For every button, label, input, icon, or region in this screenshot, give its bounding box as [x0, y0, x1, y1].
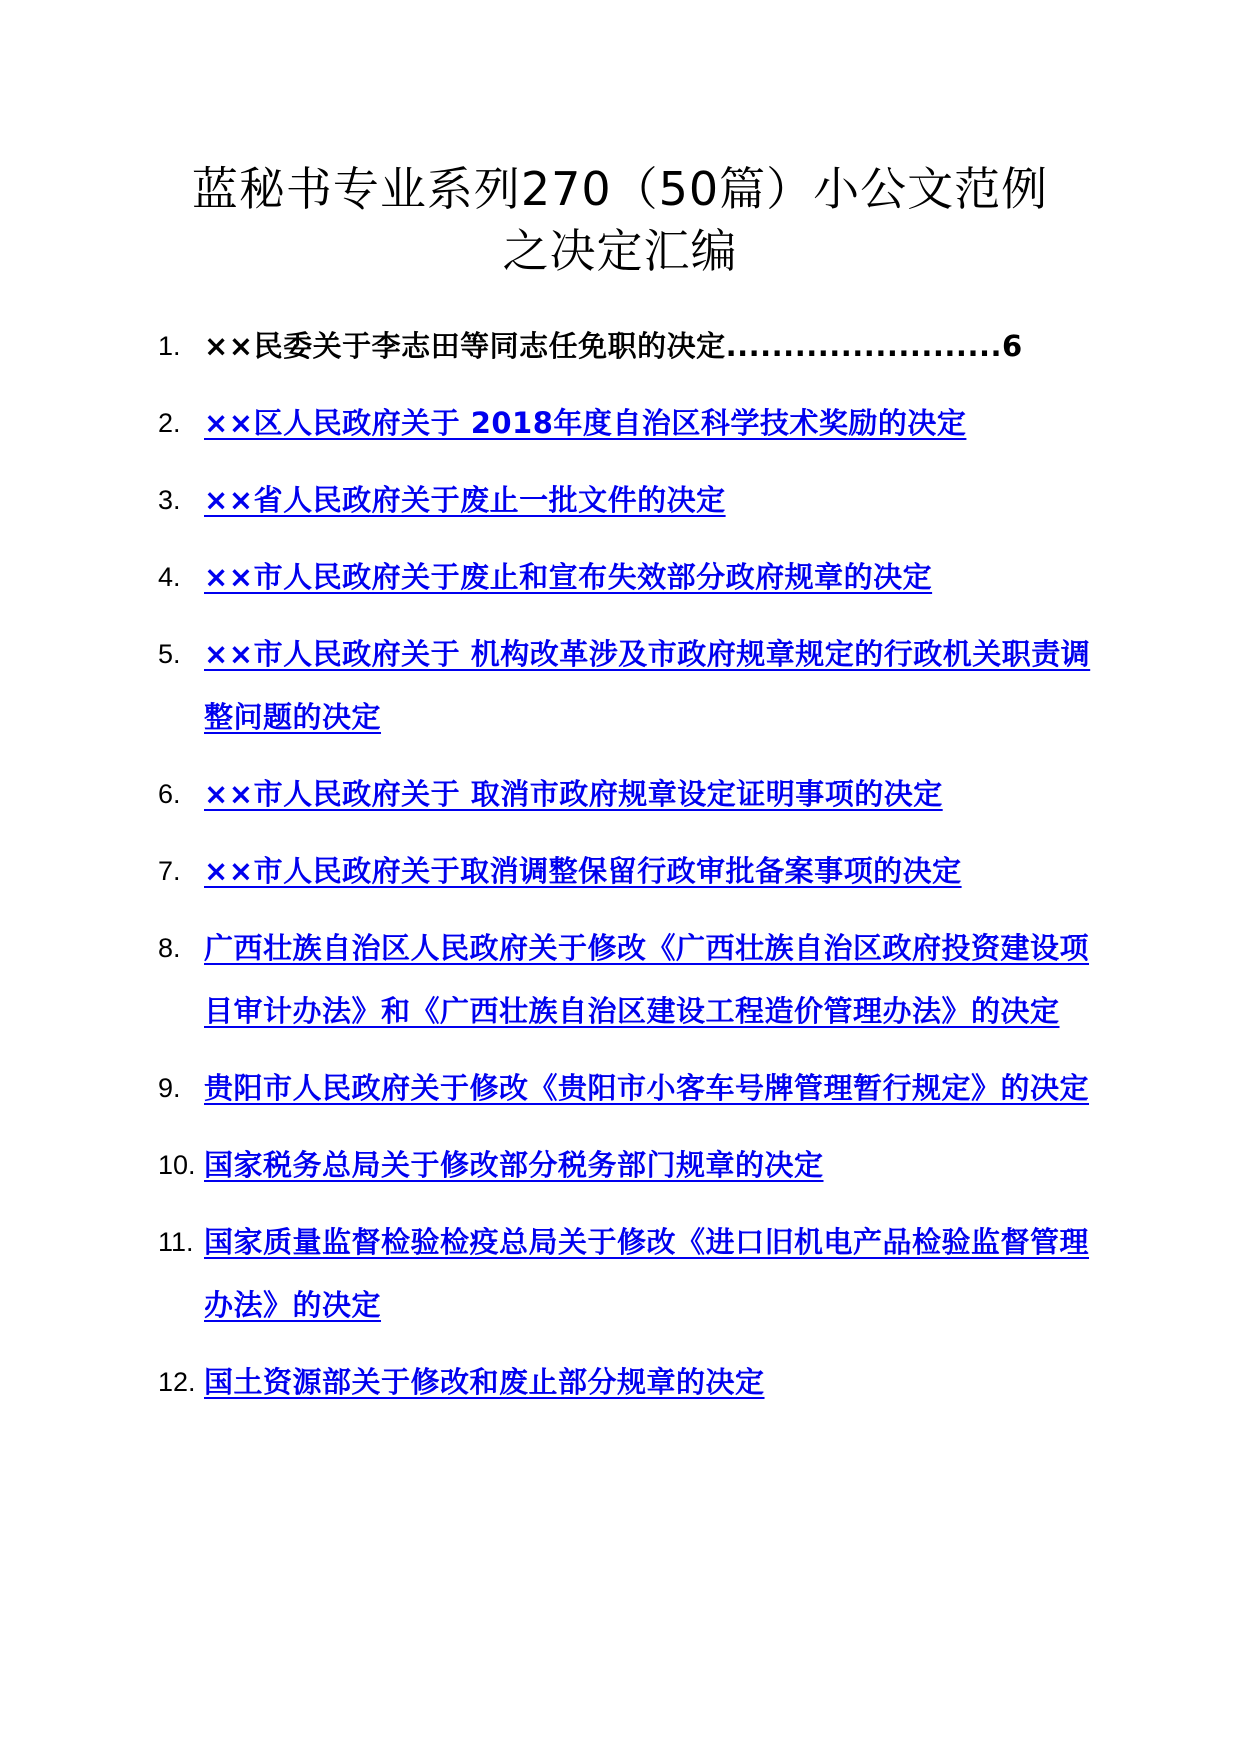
toc-number: 10. — [158, 1150, 196, 1180]
toc-entry-link[interactable]: 国土资源部关于修改和废止部分规章的决定 — [204, 1365, 765, 1399]
toc-number: 2. — [158, 408, 181, 438]
toc-entry-link[interactable]: ××市人民政府关于 机构改革涉及市政府规章规定的行政机关职责调整问题的决定 — [204, 637, 1091, 734]
table-of-contents — [158, 315, 1098, 1428]
toc-entry-link[interactable]: 国家税务总局关于修改部分税务部门规章的决定 — [204, 1148, 824, 1182]
toc-item-4 — [158, 546, 1098, 609]
toc-entry-link[interactable]: 广西壮族自治区人民政府关于修改《广西壮族自治区政府投资建设项目审计办法》和《广西壮族自治区建设工程造价管理办法》的决定 — [204, 931, 1090, 1028]
toc-entry-link[interactable]: ××市人民政府关于 取消市政府规章设定证明事项的决定 — [204, 777, 943, 811]
toc-entry-link[interactable]: ××省人民政府关于废止一批文件的决定 — [204, 483, 726, 517]
toc-number: 7. — [158, 856, 181, 886]
toc-number: 4. — [158, 562, 181, 592]
toc-entry-link[interactable]: ××区人民政府关于 2018年度自治区科学技术奖励的决定 — [204, 406, 967, 440]
toc-number: 5. — [158, 639, 181, 669]
toc-item-1 — [158, 315, 1098, 378]
toc-number: 1. — [158, 331, 181, 361]
toc-entry-link[interactable]: 贵阳市人民政府关于修改《贵阳市小客车号牌管理暂行规定》的决定 — [204, 1071, 1090, 1105]
toc-item-9 — [158, 1057, 1098, 1120]
title-line-1: 蓝秘书专业系列270（50篇）小公文范例 — [191, 162, 1049, 216]
toc-number: 3. — [158, 485, 181, 515]
toc-entry-text: ××民委关于李志田等同志任免职的决定........................6 — [204, 329, 1023, 363]
toc-number: 8. — [158, 933, 181, 963]
toc-number: 12. — [158, 1367, 196, 1397]
toc-item-3 — [158, 469, 1098, 532]
toc-number: 9. — [158, 1073, 181, 1103]
toc-item-8 — [158, 917, 1098, 1043]
toc-item-12 — [158, 1351, 1098, 1414]
toc-item-6 — [158, 763, 1098, 826]
toc-entry-link[interactable]: 国家质量监督检验检疫总局关于修改《进口旧机电产品检验监督管理办法》的决定 — [204, 1225, 1090, 1322]
title-line-2: 之决定汇编 — [502, 224, 738, 278]
toc-number: 6. — [158, 779, 181, 809]
document-title — [150, 158, 1090, 282]
toc-item-5 — [158, 623, 1098, 749]
toc-item-11 — [158, 1211, 1098, 1337]
toc-entry-link[interactable]: ××市人民政府关于废止和宣布失效部分政府规章的决定 — [204, 560, 933, 594]
toc-item-7 — [158, 840, 1098, 903]
toc-item-10 — [158, 1134, 1098, 1197]
toc-number: 11. — [158, 1227, 194, 1257]
toc-entry-link[interactable]: ××市人民政府关于取消调整保留行政审批备案事项的决定 — [204, 854, 962, 888]
toc-item-2 — [158, 392, 1098, 455]
